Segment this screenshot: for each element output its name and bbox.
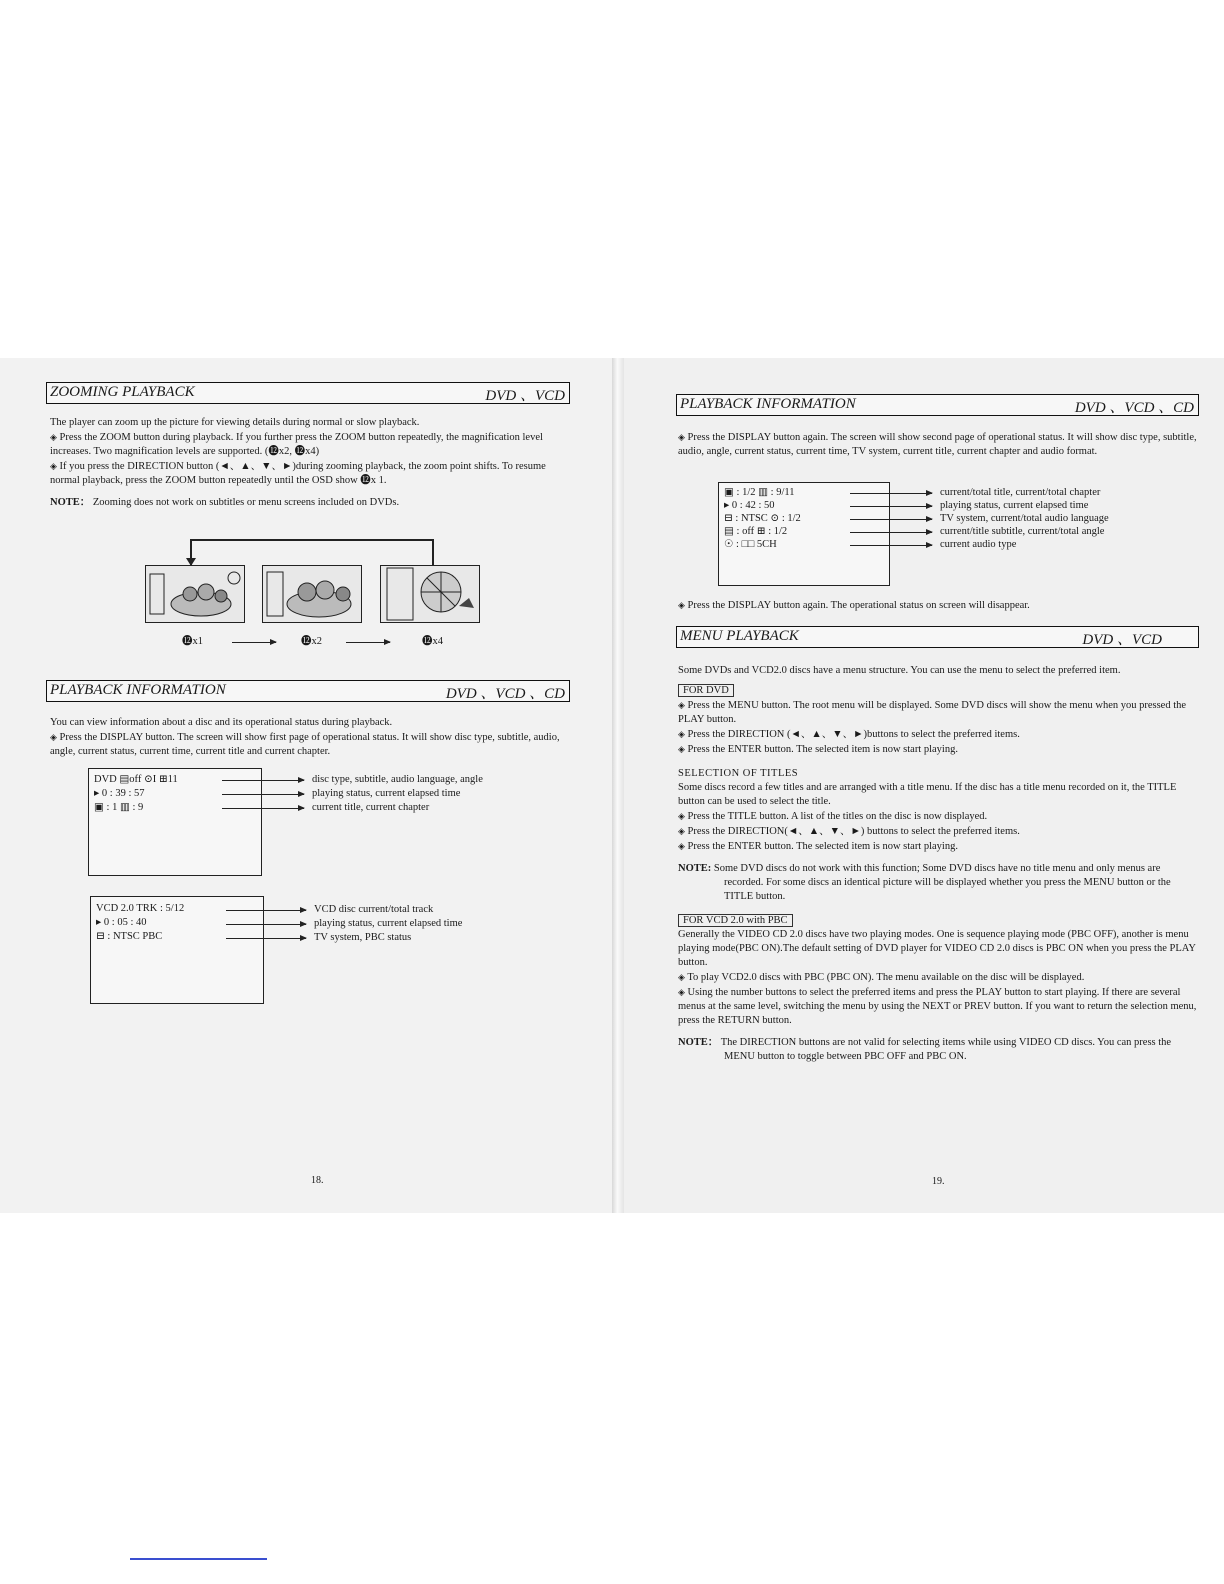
menu-note-2: The DIRECTION buttons are not valid for selecting items while using VIDEO CD discs. You can press the MENU button to toggle between PBC OFF and PBC ON.	[720, 1037, 1172, 1062]
zoom-thumb-x4	[380, 565, 480, 623]
fruit-picture-icon	[381, 566, 478, 621]
menu-body	[678, 664, 1202, 1064]
bullet-icon: ◈	[678, 987, 685, 997]
bullet-icon: ◈	[678, 841, 685, 851]
zoom-intro: The player can zoom up the picture for viewing details during normal or slow playback.	[50, 417, 420, 428]
section-title: PLAYBACK INFORMATION	[680, 396, 856, 412]
osd-line: DVD ▤off ⊙I ⊞11	[94, 774, 178, 785]
dvd-bullet: Press the DIRECTION (◄、▲、▼、►)buttons to select the preferred items.	[687, 729, 1020, 740]
osd-label: TV system, PBC status	[314, 932, 412, 943]
bullet-icon: ◈	[678, 744, 685, 754]
note-label: NOTE：	[678, 1037, 719, 1048]
arrow-icon	[232, 642, 276, 643]
page-18	[0, 358, 612, 1213]
osd-label: VCD disc current/total track	[314, 904, 434, 915]
info-section-header	[46, 680, 570, 702]
bullet-icon: ◈	[678, 600, 685, 610]
zoom-thumb-x1	[145, 565, 245, 623]
zoom-bullet-2: If you press the DIRECTION button (◄、▲、▼、►)during zooming playback, the zoom point shifts. To resume normal playback, press the ZOOM button repeatedly until the OSD show ⓬x 1.	[50, 461, 546, 486]
menu-section-header	[676, 626, 1199, 648]
selection-heading: SELECTION OF TITLES	[678, 768, 799, 779]
arrow-icon	[226, 924, 306, 925]
zoom-label-x2: ⓬x2	[301, 636, 322, 647]
osd-line: ☉ : □□ 5CH	[724, 539, 777, 550]
bullet-icon: ◈	[50, 432, 57, 442]
osd-label: playing status, current elapsed time	[940, 500, 1089, 511]
section-title: ZOOMING PLAYBACK	[50, 384, 195, 400]
info-bullet-1: Press the DISPLAY button. The screen will show first page of operational status. It will show disc type, subtitle, audio, angle, current status, current time, current title and current chapter.	[50, 732, 560, 757]
zoom-note: Zooming does not work on subtitles or menu screens included on DVDs.	[92, 497, 400, 508]
zoom-thumb-x2	[262, 565, 362, 623]
osd-label: playing status, current elapsed time	[312, 788, 461, 799]
section-title: MENU PLAYBACK	[680, 628, 799, 644]
section-title: PLAYBACK INFORMATION	[50, 682, 226, 698]
selection-bullet: Press the TITLE button. A list of the titles on the disc is now displayed.	[687, 811, 988, 822]
page-number: 18.	[311, 1175, 324, 1186]
zoom-bullet-1: Press the ZOOM button during playback. If you further press the ZOOM button repeatedly, the magnification level increases. Two magnification levels are supported. (⓬x2, ⓬x4)	[50, 432, 543, 457]
zoom-section-header	[46, 382, 570, 404]
osd-line: ▸ 0 : 05 : 40	[96, 917, 147, 928]
dvd-bullet: Press the MENU button. The root menu will be displayed. Some DVD discs will show the menu when you pressed the PLAY button.	[678, 700, 1187, 725]
bullet-icon: ◈	[678, 432, 685, 442]
manual-spread	[0, 358, 1224, 1213]
info-intro: You can view information about a disc and its operational status during playback.	[50, 717, 393, 728]
page-number: 19.	[932, 1176, 945, 1187]
vcd-bullet: To play VCD2.0 discs with PBC (PBC ON). The menu available on the disc will be displayed.	[687, 972, 1085, 983]
bullet-icon: ◈	[678, 700, 685, 710]
osd-label: current audio type	[940, 539, 1017, 550]
osd-label: current/total title, current/total chapter	[940, 487, 1101, 498]
link-underline	[130, 1558, 267, 1560]
osd-line: VCD 2.0 TRK : 5/12	[96, 903, 185, 914]
bullet-icon: ◈	[678, 729, 685, 739]
menu-intro: Some DVDs and VCD2.0 discs have a menu structure. You can use the menu to select the preferred item.	[678, 665, 1121, 676]
arrow-icon	[850, 506, 932, 507]
disc-support: DVD 、VCD 、CD	[1074, 400, 1194, 416]
arrow-icon	[850, 519, 932, 520]
fruit-picture-icon	[263, 566, 360, 621]
bullet-icon: ◈	[678, 811, 685, 821]
arrow-icon	[850, 545, 932, 546]
zoom-body	[50, 416, 570, 510]
zoom-label-x1: ⓬x1	[182, 636, 203, 647]
arrow-icon	[850, 493, 932, 494]
osd-label: playing status, current elapsed time	[314, 918, 463, 929]
selection-bullet: Press the ENTER button. The selected item is now start playing.	[687, 841, 958, 852]
osd-line: ▣ : 1 ▥ : 9	[94, 802, 144, 813]
arrow-icon	[222, 780, 304, 781]
osd-label: disc type, subtitle, audio language, angle	[312, 774, 483, 785]
info2-body	[678, 430, 1198, 459]
bullet-icon: ◈	[50, 461, 57, 471]
bullet-icon: ◈	[678, 972, 685, 982]
bullet-icon: ◈	[50, 732, 57, 742]
info2-section-header	[676, 394, 1199, 416]
for-vcd-heading: FOR VCD 2.0 with PBC	[678, 914, 793, 927]
osd-line: ⊟ : NTSC ⊙ : 1/2	[724, 513, 801, 524]
disc-support: DVD 、VCD 、CD	[445, 686, 565, 702]
disc-support: DVD 、VCD	[485, 388, 565, 404]
info2-bullet-1: Press the DISPLAY button again. The screen will show second page of operational status. It will show disc type, subtitle, audio, angle, current status, current time, TV system, current title, current chapter and audio format.	[678, 432, 1197, 457]
for-dvd-heading: FOR DVD	[678, 684, 734, 697]
vcd-bullet: Using the number buttons to select the preferred items and press the PLAY button to start playing. If there are several menus at the same level, switching the menu by using the NEXT or PREV button. If you want to return the selection menu, press the RETURN button.	[678, 987, 1197, 1026]
dvd-bullet: Press the ENTER button. The selected item is now start playing.	[687, 744, 958, 755]
bullet-icon: ◈	[678, 826, 685, 836]
disc-support: DVD 、VCD	[1082, 632, 1162, 648]
osd-label: TV system, current/total audio language	[940, 513, 1109, 524]
osd-line: ▸ 0 : 42 : 50	[724, 500, 775, 511]
arrow-icon	[222, 794, 304, 795]
menu-note-1: Some DVD discs do not work with this function; Some DVD discs have no title menu and only menus are recorded. For some discs an identical picture will be displayed whether you press the MENU button or the TITLE button.	[713, 863, 1171, 902]
osd-line: ▤ : off ⊞ : 1/2	[724, 526, 788, 537]
fruit-picture-icon	[146, 566, 243, 621]
arrow-icon	[850, 532, 932, 533]
page-19	[624, 358, 1224, 1213]
osd-line: ▸ 0 : 39 : 57	[94, 788, 145, 799]
osd-line: ▣ : 1/2 ▥ : 9/11	[724, 487, 795, 498]
arrow-icon	[222, 808, 304, 809]
vcd-intro: Generally the VIDEO CD 2.0 discs have two playing modes. One is sequence playing mode (PBC OFF), another is menu playing mode(PBC ON).The default setting of DVD player for VIDEO CD 2.0 discs is PBC ON when you press the PLAY button.	[678, 929, 1196, 968]
note-label: NOTE：	[50, 497, 91, 508]
book-gutter	[612, 358, 624, 1213]
osd-label: current/title subtitle, current/total angle	[940, 526, 1105, 537]
info-body	[50, 716, 570, 759]
info2-bullet-2: Press the DISPLAY button again. The operational status on screen will disappear.	[687, 600, 1030, 611]
arrow-icon	[226, 910, 306, 911]
note-label: NOTE:	[678, 863, 712, 874]
selection-bullet: Press the DIRECTION(◄、▲、▼、►) buttons to select the preferred items.	[687, 826, 1020, 837]
zoom-label-x4: ⓬x4	[422, 636, 443, 647]
selection-intro: Some discs record a few titles and are arranged with a title menu. If the disc has a title menu recorded on it, the TITLE button can be used to select the title.	[678, 782, 1177, 807]
arrow-icon	[346, 642, 390, 643]
arrow-icon	[226, 938, 306, 939]
osd-line: ⊟ : NTSC PBC	[96, 931, 163, 942]
osd-label: current title, current chapter	[312, 802, 430, 813]
